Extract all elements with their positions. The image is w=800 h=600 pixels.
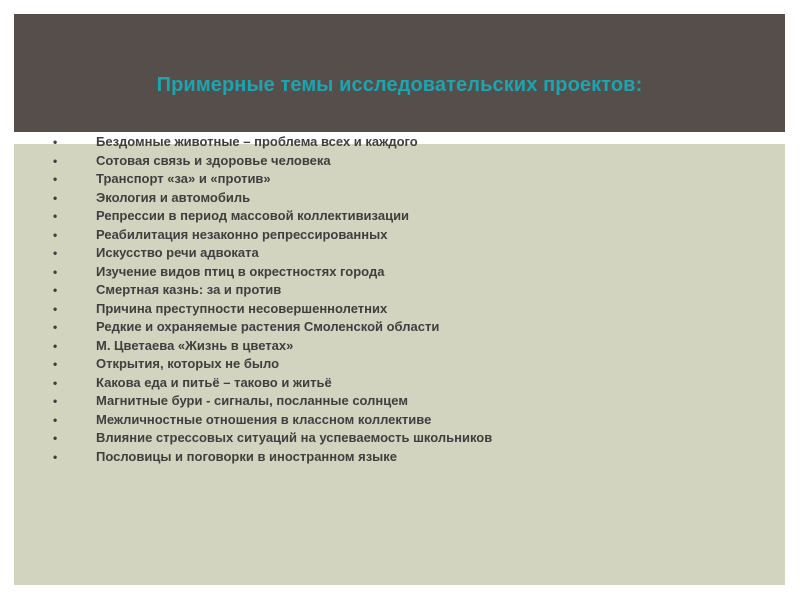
topic-label: Редкие и охраняемые растения Смоленской области xyxy=(96,319,440,334)
bullet-icon: • xyxy=(53,357,58,371)
bullet-icon: • xyxy=(53,172,58,186)
topic-label: Какова еда и питьё – таково и житьё xyxy=(96,374,332,390)
topic-label: Экология и автомобиль xyxy=(96,189,251,205)
bullet-icon: • xyxy=(53,246,58,260)
topic-label: Влияние стрессовых ситуаций на успеваемость школьников xyxy=(96,430,493,445)
topic-label: Причина преступности несовершеннолетних xyxy=(96,300,388,316)
bullet-icon: • xyxy=(53,431,58,445)
bullet-icon: • xyxy=(53,375,58,390)
topic-label: Искусство речи адвоката xyxy=(96,245,259,260)
title-band xyxy=(14,14,785,132)
topic-label: Пословицы и поговорки в иностранном языке xyxy=(96,448,398,464)
bullet-icon: • xyxy=(53,209,58,223)
topic-label: Межличностные отношения в классном коллективе xyxy=(96,411,432,427)
bullet-icon: • xyxy=(53,283,58,297)
bullet-icon: • xyxy=(53,320,58,334)
topic-label: Открытия, которых не было xyxy=(96,356,280,371)
bullet-icon: • xyxy=(53,264,58,279)
topic-label: Транспорт «за» и «против» xyxy=(96,171,271,186)
topic-label: Репрессии в период массовой коллективизации xyxy=(96,208,410,223)
topic-label: Реабилитация незаконно репрессированных xyxy=(96,226,388,242)
slide-title: Примерные темы исследовательских проектов: xyxy=(156,74,643,96)
bullet-icon: • xyxy=(53,338,58,353)
bullet-icon: • xyxy=(53,153,58,168)
bullet-icon: • xyxy=(53,394,58,408)
topic-label: Магнитные бури - сигналы, посланные солнцем xyxy=(96,393,408,408)
bullet-icon: • xyxy=(53,412,58,427)
bullet-icon: • xyxy=(53,227,58,242)
bullet-icon: • xyxy=(53,190,58,205)
topic-label: Бездомные животные – проблема всех и каждого xyxy=(96,134,418,149)
bullet-icon: • xyxy=(53,135,58,149)
bullet-icon: • xyxy=(53,449,58,464)
topic-label: Изучение видов птиц в окрестностях города xyxy=(96,263,385,279)
topic-label: Смертная казнь: за и против xyxy=(96,282,282,297)
topic-label: М. Цветаева «Жизнь в цветах» xyxy=(96,337,294,353)
topic-label: Сотовая связь и здоровье человека xyxy=(96,152,331,168)
bullet-icon: • xyxy=(53,301,58,316)
